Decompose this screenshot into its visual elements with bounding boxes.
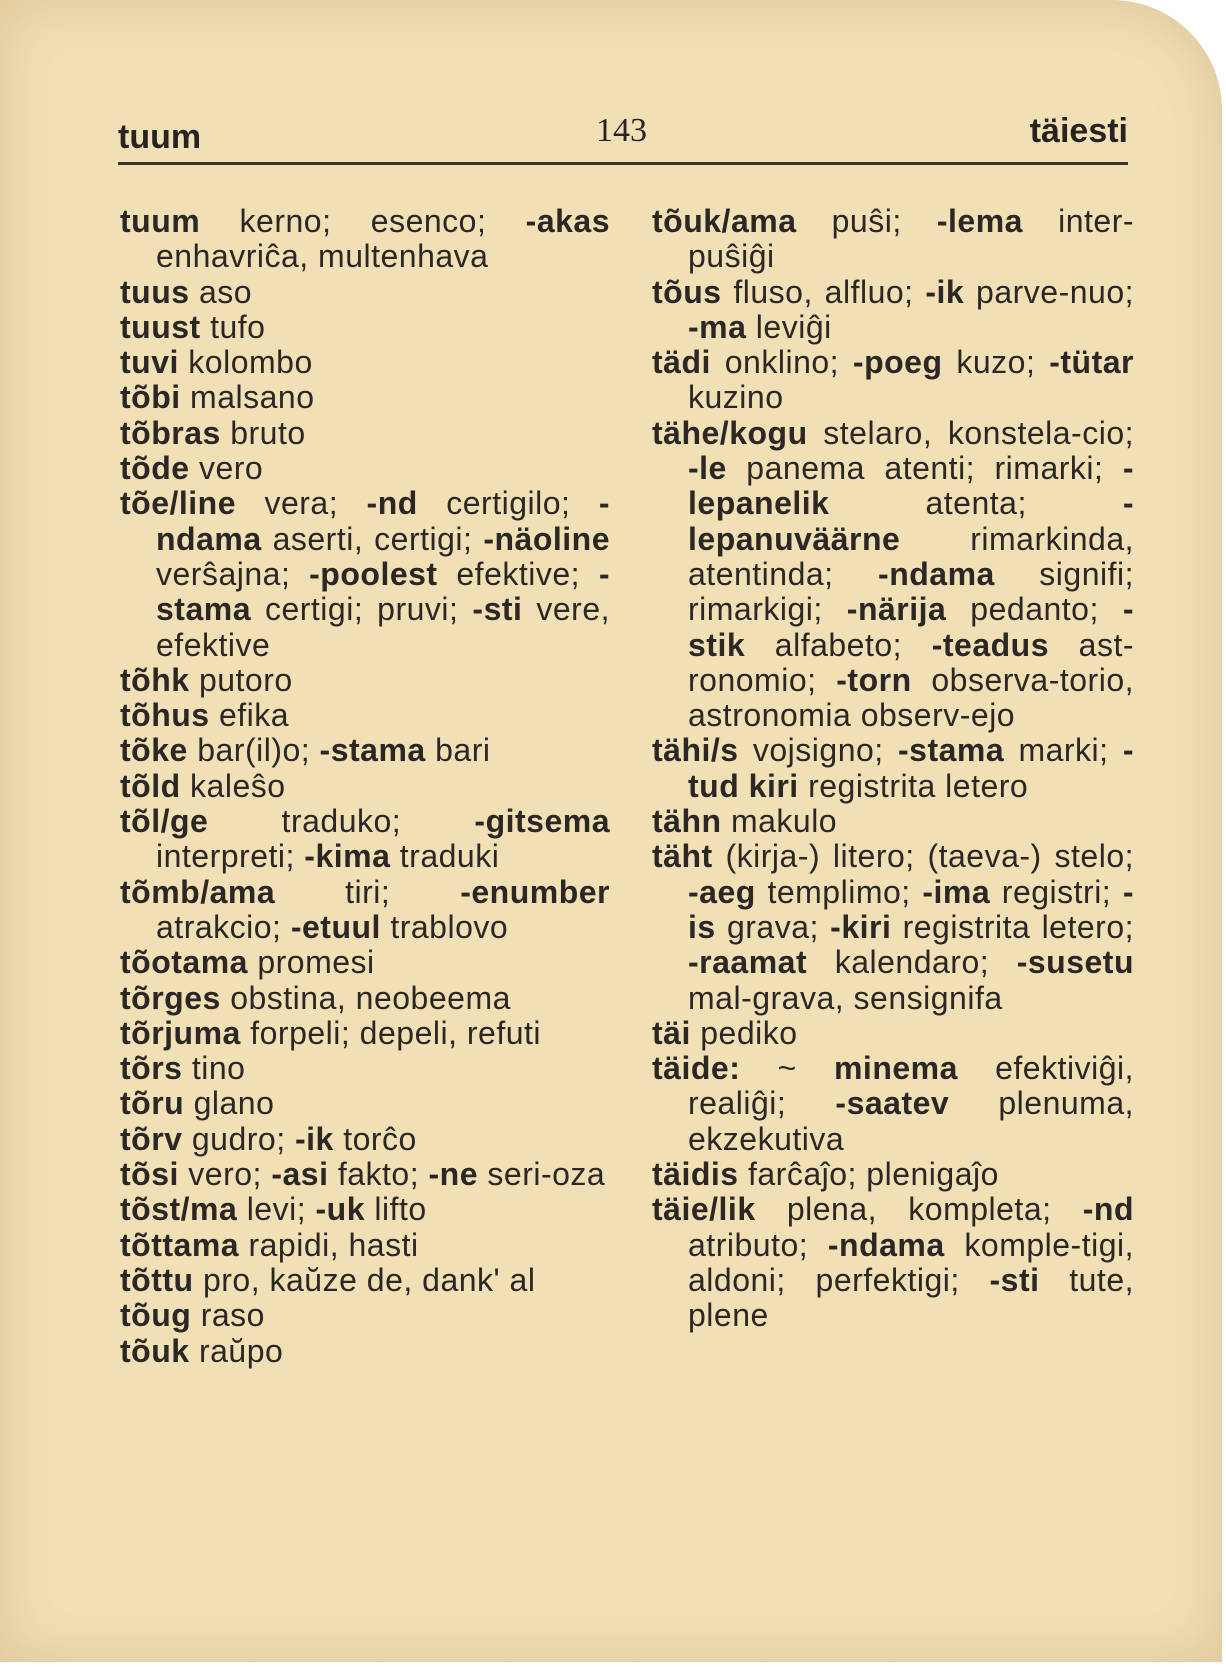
dictionary-entry — [120, 1086, 610, 1121]
subentry-headword: -is — [688, 873, 1135, 945]
definition: gudro; — [182, 1120, 295, 1157]
header-left-guide-word: tuum — [118, 118, 202, 156]
subentry-headword: -tütar — [1049, 344, 1134, 381]
dictionary-entry — [120, 275, 610, 310]
subentry-headword: -närija — [846, 591, 947, 628]
headword: tuvi — [120, 344, 179, 381]
subentry-headword: minema — [833, 1050, 958, 1087]
definition: kaleŝo — [180, 767, 286, 804]
subentry-definition: grava; — [715, 908, 831, 945]
dictionary-entry — [120, 1263, 610, 1298]
definition: glano — [184, 1085, 275, 1122]
dictionary-entry — [120, 698, 610, 733]
dictionary-entry — [652, 733, 1134, 804]
subentry-headword: -stama — [156, 555, 610, 628]
dictionary-entry — [120, 310, 610, 345]
subentry-headword: -nd — [366, 485, 418, 522]
subentry-headword: -ik — [294, 1120, 334, 1157]
subentry-headword: -gitsema — [474, 803, 610, 840]
headword: tõmb/ama — [120, 873, 276, 910]
dictionary-entry — [652, 804, 1134, 839]
dictionary-entry — [120, 981, 610, 1016]
definition: rapidi, hasti — [239, 1226, 419, 1263]
subentry-definition: mal-grava, sensignifa — [688, 979, 1003, 1016]
subentry-headword: -raamat — [688, 944, 808, 981]
subentry-definition: signifi; rimarkigi; — [688, 555, 1134, 628]
subentry-headword: -torn — [836, 661, 912, 698]
subentry-definition: observa-torio, astronomia observ-ejo — [688, 661, 1134, 734]
headword: tõl/ge — [120, 803, 209, 840]
subentry-definition: registri; — [990, 873, 1123, 910]
subentry-definition: lifto — [364, 1191, 427, 1228]
definition: farĉaĵo; plenigaĵo — [738, 1156, 999, 1193]
headword: täht — [652, 838, 713, 875]
definition: makulo — [721, 803, 838, 840]
definition: vera; — [236, 485, 367, 522]
definition: tino — [182, 1050, 246, 1087]
subentry-headword: -stama — [319, 732, 426, 769]
subentry-definition: komple-tigi, aldoni; perfektigi; — [688, 1226, 1134, 1298]
definition: tiri; — [275, 873, 461, 910]
subentry-headword: -nd — [1082, 1191, 1134, 1228]
headword: tõrv — [120, 1120, 183, 1157]
subentry-headword: -kiri — [830, 908, 892, 945]
dictionary-entry — [120, 663, 610, 698]
dictionary-entry — [652, 839, 1134, 1015]
subentry-headword: -ndama — [878, 555, 995, 592]
definition: efika — [209, 697, 290, 734]
dictionary-entry — [120, 204, 610, 275]
headword: tõrges — [120, 979, 221, 1016]
headword: tõttu — [120, 1261, 194, 1298]
dictionary-entry — [120, 1016, 610, 1051]
subentry-definition: registrita letero — [798, 767, 1029, 804]
subentry-headword: -ma — [688, 308, 747, 345]
subentry-headword: -le — [688, 450, 727, 487]
definition: plena, kompleta; — [755, 1191, 1083, 1228]
headword: tõotama — [120, 944, 248, 981]
subentry-headword: -akas — [525, 203, 610, 239]
definition: bruto — [220, 414, 306, 451]
definition: forpeli; depeli, refuti — [240, 1014, 541, 1051]
subentry-definition: efektive; — [437, 555, 599, 592]
subentry-definition: tute, plene — [688, 1261, 1134, 1334]
definition: promesi — [247, 944, 375, 981]
subentry-definition: registrita letero; — [891, 908, 1135, 945]
subentry-definition: kuzo; — [942, 344, 1050, 381]
headword: tähe/kogu — [652, 414, 808, 451]
subentry-headword: -stik — [688, 591, 1135, 663]
subentry-headword: -kima — [304, 838, 391, 875]
headword: tõrs — [120, 1050, 183, 1087]
headword: tädi — [652, 344, 711, 381]
definition: vero — [189, 450, 264, 487]
definition: kerno; esenco; — [200, 203, 526, 239]
subentry-definition: inter-puŝiĝi — [688, 203, 1134, 275]
subentry-definition: bari — [425, 732, 491, 769]
headword: täi — [652, 1014, 691, 1051]
definition: onklino; — [710, 344, 853, 381]
definition: vojsigno; — [738, 732, 898, 769]
headword: tähi/s — [652, 732, 739, 769]
definition: pro, kaŭze de, dank' al — [193, 1261, 536, 1298]
headword: tõke — [120, 732, 188, 769]
subentry-definition: aserti, certigi; — [261, 520, 484, 557]
subentry-headword: -stama — [897, 732, 1005, 769]
headword: tuus — [120, 273, 190, 310]
dictionary-entry — [120, 733, 610, 768]
subentry-headword: -ne — [428, 1156, 478, 1193]
headword: tõug — [120, 1297, 192, 1334]
definition: obstina, neobeema — [220, 979, 511, 1016]
definition: tufo — [200, 308, 266, 345]
subentry-definition: interpreti; — [156, 838, 305, 875]
headword: tähn — [652, 803, 722, 840]
headword: tuust — [120, 308, 201, 345]
dictionary-entry — [120, 1298, 610, 1333]
subentry-headword: -susetu — [1016, 944, 1134, 981]
headword: tõhk — [120, 661, 190, 698]
subentry-definition: seri-oza — [478, 1156, 606, 1193]
definition: puŝi; — [796, 203, 937, 239]
dictionary-entry — [652, 1157, 1134, 1192]
subentry-definition: kuzino — [688, 379, 784, 416]
subentry-headword: -etuul — [290, 908, 381, 945]
definition: malsano — [180, 379, 315, 416]
subentry-definition: panema atenti; rimarki; — [726, 450, 1123, 487]
subentry-definition: kalendaro; — [807, 944, 1017, 981]
headword: tõbras — [120, 414, 221, 451]
dictionary-entry — [120, 1334, 610, 1369]
dictionary-entry — [652, 1016, 1134, 1051]
left-column — [120, 204, 610, 1369]
headword: tõus — [652, 273, 722, 310]
subentry-headword: -ima — [922, 873, 991, 910]
subentry-definition: templimo; — [755, 873, 923, 910]
dictionary-entry — [652, 275, 1134, 346]
headword: tõrjuma — [120, 1014, 241, 1051]
subentry-definition: ast-ronomio; — [688, 626, 1135, 698]
definition: pediko — [690, 1014, 798, 1051]
subentry-definition: fakto; — [328, 1156, 429, 1193]
subentry-headword: -lepanelik — [688, 450, 1134, 522]
subentry-definition: atrakcio; — [156, 908, 291, 945]
dictionary-entry — [120, 804, 610, 875]
definition: putoro — [189, 661, 293, 698]
dictionary-entry — [652, 416, 1134, 734]
dictionary-entry — [120, 1051, 610, 1086]
subentry-definition: leviĝi — [746, 308, 832, 345]
subentry-definition: plenuma, ekzekutiva — [688, 1085, 1135, 1157]
headword: tõde — [120, 450, 190, 487]
subentry-headword: -uk — [315, 1191, 365, 1228]
subentry-headword: -näoline — [483, 520, 610, 557]
subentry-headword: -teadus — [931, 626, 1050, 663]
subentry-headword: -lema — [936, 203, 1023, 239]
headword: tõst/ma — [120, 1191, 238, 1228]
dictionary-entry — [120, 1228, 610, 1263]
subentry-headword: -ndama — [156, 485, 610, 557]
subentry-definition: alfabeto; — [745, 626, 932, 663]
definition: kolombo — [178, 344, 313, 381]
subentry-definition: traduki — [390, 838, 500, 875]
dictionary-entry — [120, 486, 610, 662]
dictionary-entry — [120, 451, 610, 486]
dictionary-entry — [120, 1122, 610, 1157]
dictionary-entry — [652, 1192, 1134, 1333]
subentry-headword: -poolest — [309, 555, 438, 592]
subentry-headword: -poeg — [852, 344, 943, 381]
headword: tõuk/ama — [652, 203, 797, 239]
dictionary-entry — [652, 345, 1134, 416]
definition: bar(il)o; — [187, 732, 320, 769]
definition: fluso, alfluo; — [721, 273, 926, 310]
subentry-definition: trablovo — [380, 908, 509, 945]
page-header — [118, 108, 1128, 158]
subentry-headword: -ik — [925, 273, 965, 310]
dictionary-entry — [652, 1051, 1134, 1157]
subentry-definition: marki; — [1004, 732, 1123, 769]
subentry-headword: -lepanuväärne — [688, 485, 1134, 557]
headword: täide: — [652, 1050, 741, 1087]
header-rule — [118, 162, 1128, 165]
subentry-definition: atributo; — [688, 1226, 828, 1263]
subentry-headword: -saatev — [835, 1085, 950, 1122]
dictionary-entry — [120, 875, 610, 946]
headword: täie/lik — [652, 1191, 756, 1228]
subentry-definition: atenta; — [829, 485, 1123, 522]
dictionary-entry — [120, 416, 610, 451]
definition: aso — [189, 273, 253, 310]
headword: tõru — [120, 1085, 185, 1122]
subentry-definition: certigilo; — [417, 485, 599, 522]
subentry-definition: pedanto; — [946, 591, 1123, 628]
definition: stelaro, konstela-cio; — [807, 414, 1134, 451]
subentry-headword: -ndama — [827, 1226, 945, 1263]
dictionary-entry — [120, 1192, 610, 1227]
definition: raŭpo — [189, 1332, 284, 1369]
subentry-headword: -sti — [472, 591, 523, 628]
dictionary-entry — [120, 1157, 610, 1192]
dictionary-entry — [652, 204, 1134, 275]
headword: tõhus — [120, 697, 210, 734]
headword: täidis — [652, 1156, 739, 1193]
headword: tõld — [120, 767, 181, 804]
dictionary-entry — [120, 769, 610, 804]
subentry-definition: vere, efektive — [156, 591, 611, 663]
page-number: 143 — [596, 112, 647, 149]
header-right-guide-word: täiesti — [1029, 112, 1128, 150]
subentry-definition: verŝajna; — [156, 555, 310, 592]
subentry-headword: -aeg — [688, 873, 756, 910]
headword: tuum — [120, 203, 201, 239]
subentry-definition: efektiviĝi, realiĝi; — [688, 1050, 1135, 1122]
definition: raso — [191, 1297, 265, 1334]
subentry-definition: rimarkinda, atentinda; — [688, 520, 1134, 592]
subentry-definition: parve-nuo; — [964, 273, 1134, 310]
subentry-definition: enhavriĉa, multenhava — [156, 238, 489, 275]
subentry-definition: torĉo — [333, 1120, 417, 1157]
dictionary-entry — [120, 945, 610, 980]
headword: tõsi — [120, 1156, 179, 1193]
definition: levi; — [237, 1191, 316, 1228]
headword: tõttama — [120, 1226, 240, 1263]
definition: traduko; — [208, 803, 475, 840]
dictionary-entry — [120, 380, 610, 415]
subentry-headword: -sti — [989, 1261, 1040, 1298]
headword: tõbi — [120, 379, 181, 416]
subentry-headword: -enumber — [460, 873, 610, 910]
headword: tõuk — [120, 1332, 190, 1369]
subentry-definition: certigi; pruvi; — [251, 591, 473, 628]
dictionary-entry — [120, 345, 610, 380]
right-column — [652, 204, 1134, 1334]
definition: ~ — [740, 1050, 834, 1087]
definition: vero; — [178, 1156, 272, 1193]
subentry-headword: -tud kiri — [688, 732, 1135, 804]
definition: (kirja-) litero; (taeva-) stelo; — [712, 838, 1134, 875]
headword: tõe/line — [120, 485, 237, 522]
subentry-headword: -asi — [271, 1156, 329, 1193]
